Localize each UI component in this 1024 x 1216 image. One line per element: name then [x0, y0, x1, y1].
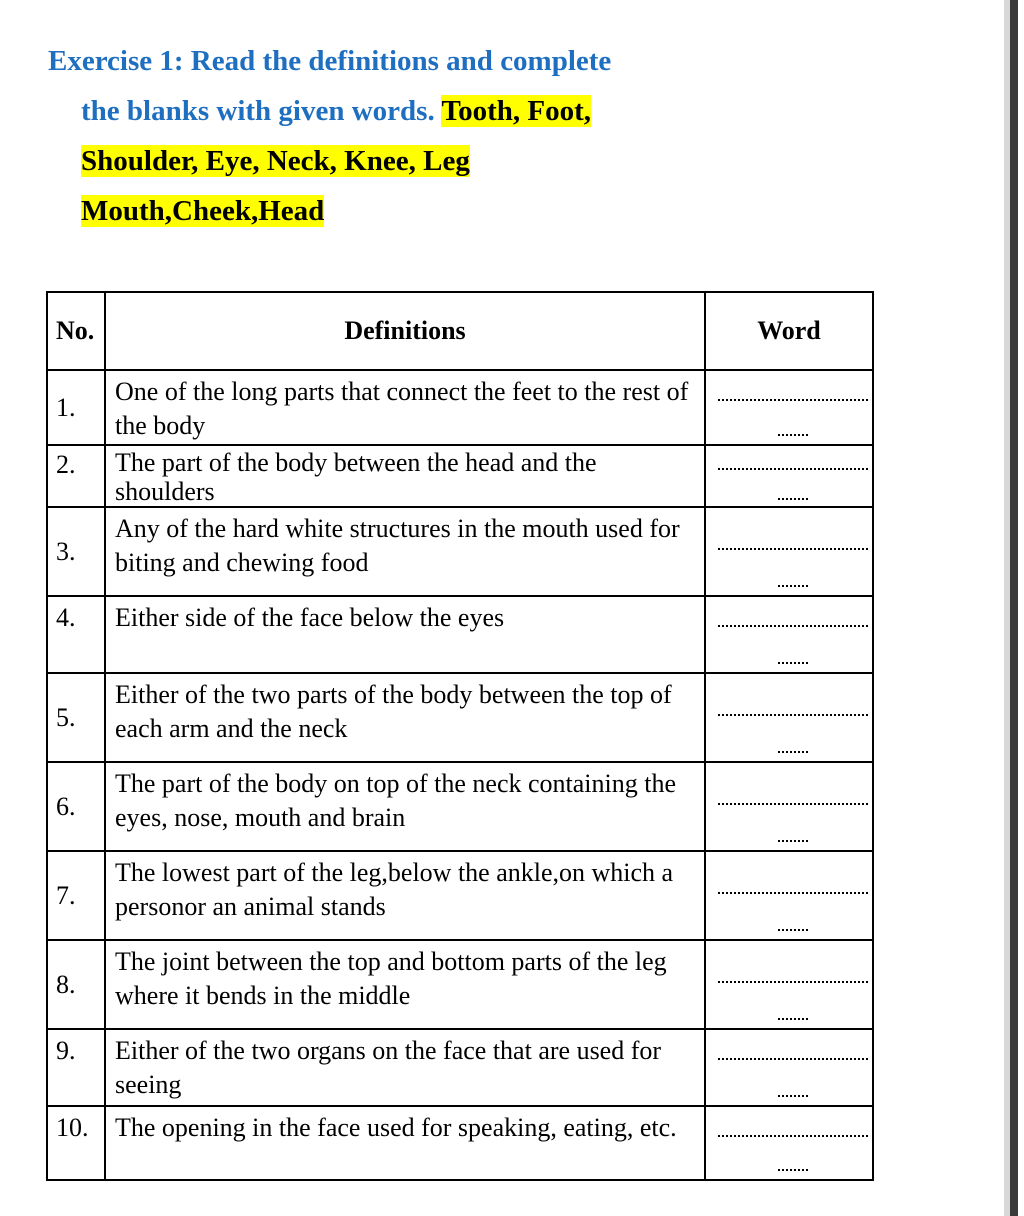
row-definition: Either side of the face below the eyes — [105, 596, 705, 673]
exercise-title-instruction: the blanks with given words. — [81, 95, 442, 127]
answer-blank[interactable] — [705, 940, 873, 1029]
row-definition: Any of the hard white structures in the mouth used for biting and chewing food — [105, 507, 705, 596]
answer-blank[interactable] — [705, 596, 873, 673]
row-number: 9. — [47, 1029, 105, 1106]
row-definition: One of the long parts that connect the feet to the rest of the body — [105, 370, 705, 445]
exercise-title-line-2 — [48, 86, 688, 136]
row-number: 4. — [47, 596, 105, 673]
table-row — [47, 445, 873, 507]
row-definition: The joint between the top and bottom parts of the leg where it bends in the middle — [105, 940, 705, 1029]
table-row — [47, 673, 873, 762]
header-word: Word — [705, 292, 873, 370]
row-definition: The lowest part of the leg,below the ankle,on which a personor an animal stands — [105, 851, 705, 940]
answer-blank[interactable] — [705, 851, 873, 940]
exercise-heading — [48, 36, 688, 236]
row-number: 7. — [47, 851, 105, 940]
table-row — [47, 762, 873, 851]
table-row — [47, 1029, 873, 1106]
answer-blank[interactable] — [705, 673, 873, 762]
table-row — [47, 1106, 873, 1180]
row-number: 1. — [47, 370, 105, 445]
header-definitions: Definitions — [105, 292, 705, 370]
row-number: 3. — [47, 507, 105, 596]
table-row — [47, 596, 873, 673]
table-row — [47, 940, 873, 1029]
table-row — [47, 507, 873, 596]
header-no: No. — [47, 292, 105, 370]
word-bank-line-2: Shoulder, Eye, Neck, Knee, Leg — [81, 145, 470, 177]
row-number: 10. — [47, 1106, 105, 1180]
answer-blank[interactable] — [705, 445, 873, 507]
row-definition: Either of the two parts of the body between the top of each arm and the neck — [105, 673, 705, 762]
page-edge — [1010, 0, 1018, 1216]
answer-blank[interactable] — [705, 1029, 873, 1106]
answer-blank[interactable] — [705, 762, 873, 851]
definitions-table — [46, 291, 874, 1181]
word-bank-row-2 — [48, 136, 688, 186]
table-row — [47, 370, 873, 445]
word-bank-line-1: Tooth, Foot, — [441, 95, 592, 127]
row-number: 6. — [47, 762, 105, 851]
row-definition: The part of the body between the head and the shoulders — [105, 445, 705, 507]
table-row — [47, 851, 873, 940]
word-bank-line-3: Mouth,Cheek,Head — [81, 195, 325, 227]
table-header-row — [47, 292, 873, 370]
row-number: 2. — [47, 445, 105, 507]
row-number: 8. — [47, 940, 105, 1029]
row-definition: The part of the body on top of the neck containing the eyes, nose, mouth and brain — [105, 762, 705, 851]
answer-blank[interactable] — [705, 1106, 873, 1180]
row-definition: The opening in the face used for speaking, eating, etc. — [105, 1106, 705, 1180]
row-definition: Either of the two organs on the face that are used for seeing — [105, 1029, 705, 1106]
word-bank-row-3 — [48, 186, 688, 236]
answer-blank[interactable] — [705, 370, 873, 445]
row-number: 5. — [47, 673, 105, 762]
answer-blank[interactable] — [705, 507, 873, 596]
exercise-title-line-1: Exercise 1: Read the definitions and complete — [48, 45, 612, 77]
